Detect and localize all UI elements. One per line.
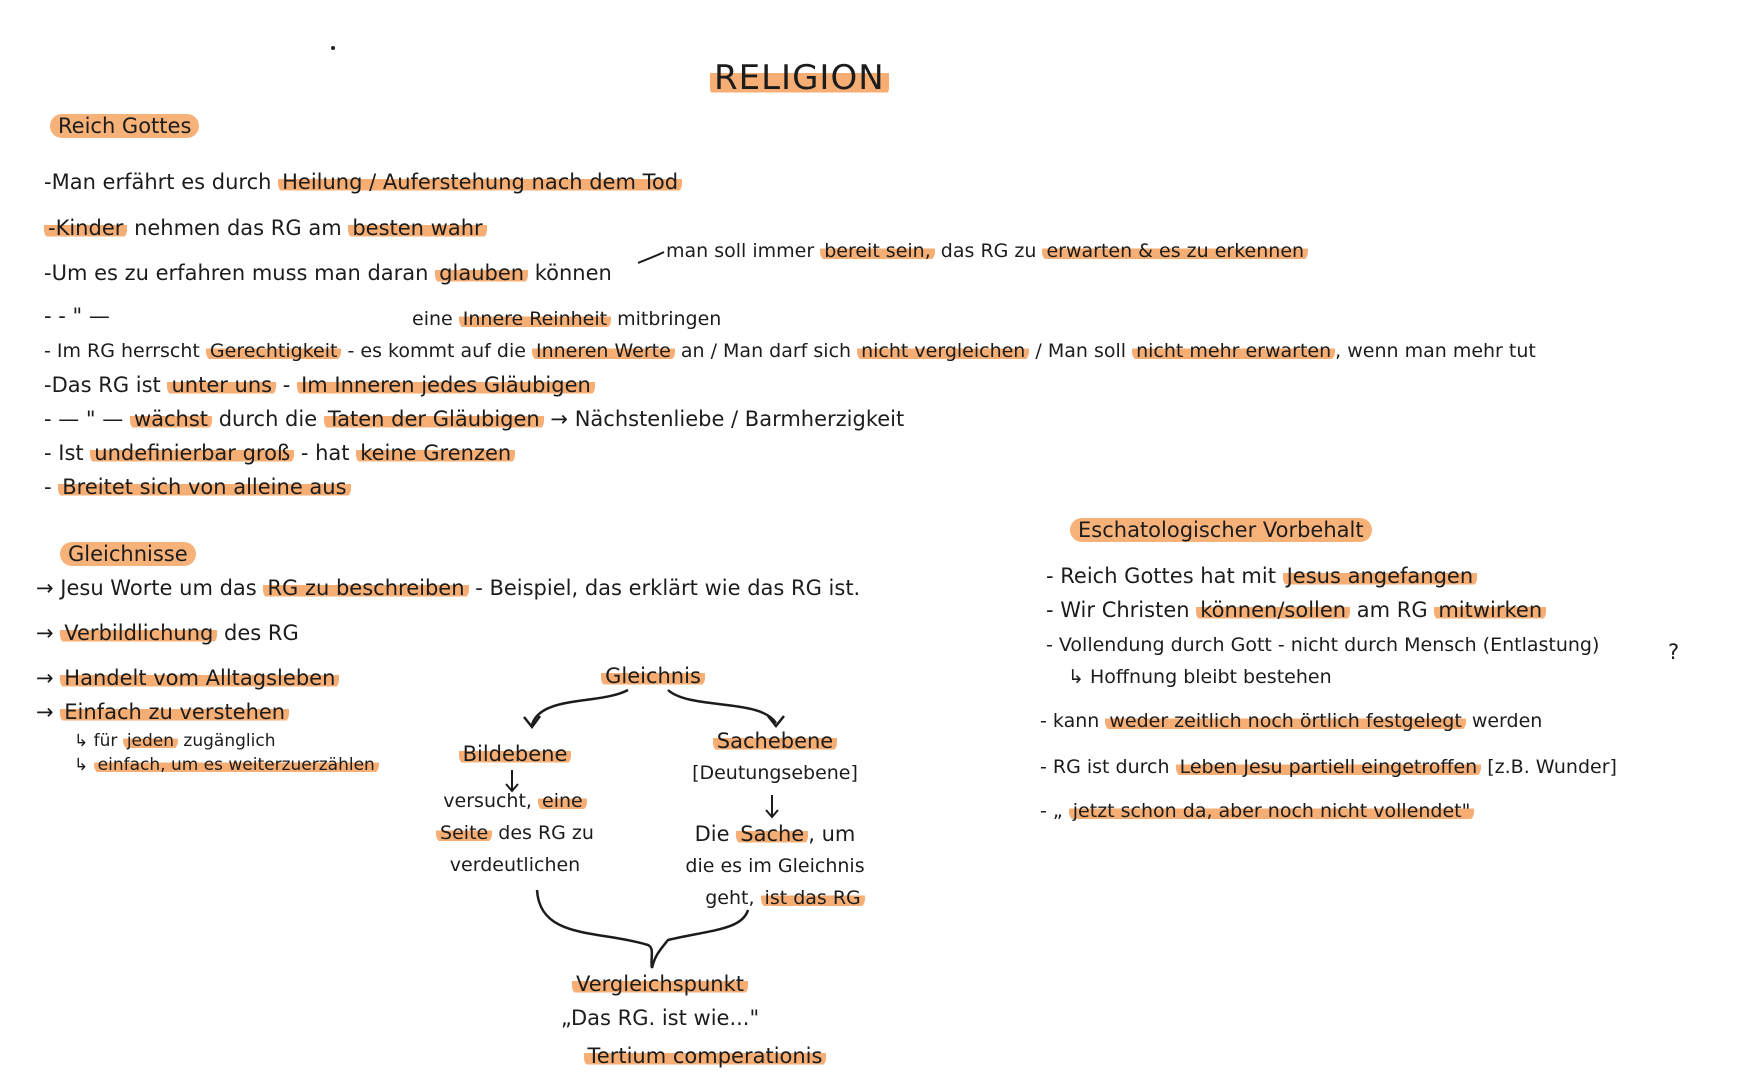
note-line: → Jesu Worte um das RG zu beschreiben - Beispiel, das erklärt wie das RG ist.	[36, 576, 861, 600]
diagram-text: Seite des RG zu	[420, 820, 610, 846]
section-heading-gleichnisse: Gleichnisse	[60, 540, 196, 568]
page-title: RELIGION	[710, 58, 889, 98]
note-ditto: - - " —	[44, 304, 110, 328]
note-subline: ↳ einfach, um es weiterzuerzählen	[74, 754, 379, 776]
note-line: - Reich Gottes hat mit Jesus angefangen	[1046, 562, 1477, 590]
diagram-text: [Deutungsebene]	[692, 762, 858, 784]
diagram-node-gleichnis: Gleichnis	[598, 662, 708, 690]
note-line: → Handelt vom Alltagsleben	[36, 664, 339, 692]
note-line: -Man erfährt es durch Heilung / Auferstehung nach dem Tod	[44, 168, 682, 196]
note-line: - RG ist durch Leben Jesu partiell eingetroffen [z.B. Wunder]	[1040, 756, 1617, 778]
diagram-node-vergleichspunkt: Vergleichspunkt	[570, 970, 750, 998]
note-subline: ↳ für jeden zugänglich	[74, 731, 276, 751]
diagram-node-tertium: Tertium comperationis	[570, 1042, 840, 1070]
note-line: -Das RG ist unter uns - Im Inneren jedes Gläubigen	[44, 371, 595, 399]
note-line: - Breitet sich von alleine aus	[44, 473, 351, 501]
note-line: - kann weder zeitlich noch örtlich festgelegt werden	[1040, 710, 1543, 732]
note-line: - Wir Christen können/sollen am RG mitwirken	[1046, 596, 1546, 624]
branch-connector	[638, 252, 664, 263]
note-line: eine Innere Reinheit mitbringen	[412, 308, 722, 330]
diagram-text: versucht, eine	[420, 788, 610, 814]
diagram-text: geht, ist das RG	[690, 885, 880, 911]
note-line: - „ jetzt schon da, aber noch nicht vollendet"	[1040, 798, 1474, 824]
section-heading-eschatologischer-vorbehalt: Eschatologischer Vorbehalt	[1070, 516, 1372, 544]
note-line: - Im RG herrscht Gerechtigkeit - es kommt auf die Inneren Werte an / Man darf sich nicht vergleichen / Man soll nicht mehr erwarten , wenn man mehr tut	[44, 340, 1536, 362]
arrow-gleichnis-to-sachebene	[668, 690, 776, 723]
note-subline: ↳ Hoffnung bleibt bestehen	[1068, 666, 1332, 688]
note-line: - — " — wächst durch die Taten der Gläubigen → Nächstenliebe / Barmherzigkeit	[44, 407, 905, 431]
diagram-text: verdeutlichen	[449, 854, 581, 876]
diagram-node-bildebene: Bildebene	[440, 740, 590, 768]
note-branch: man soll immer bereit sein, das RG zu erwarten & es zu erkennen	[666, 238, 1308, 264]
diagram-quote: „Das RG. ist wie..."	[560, 1006, 760, 1030]
note-line: - Ist undefinierbar groß - hat keine Grenzen	[44, 439, 515, 467]
arrow-gleichnis-to-bildebene	[532, 690, 628, 725]
note-line: - Vollendung durch Gott - nicht durch Mensch (Entlastung)	[1046, 634, 1600, 656]
note-line: → Einfach zu verstehen	[36, 698, 289, 726]
note-line: → Verbildlichung des RG	[36, 621, 299, 645]
section-heading-reich-gottes: Reich Gottes	[50, 112, 199, 140]
diagram-text: Die Sache , um	[694, 822, 856, 846]
question-mark: ?	[1668, 640, 1680, 664]
note-line: -Kinder nehmen das RG am besten wahr	[44, 214, 487, 242]
diagram-node-sachebene: Sachebene	[700, 727, 850, 755]
diagram-text: die es im Gleichnis	[685, 855, 865, 877]
arrow-down-icon	[766, 795, 778, 817]
note-line: -Um es zu erfahren muss man daran glauben können	[44, 261, 612, 285]
